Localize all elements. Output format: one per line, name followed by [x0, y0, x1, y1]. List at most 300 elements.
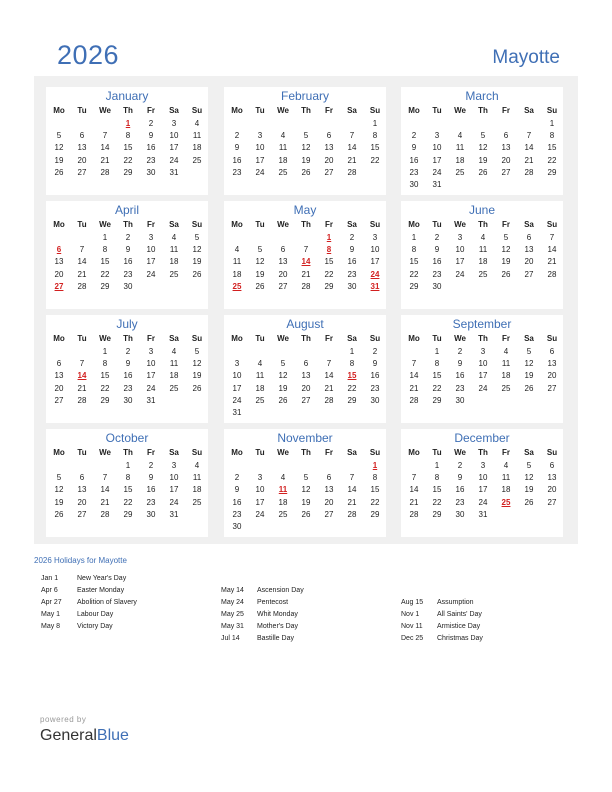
- calendar-day: 10: [432, 143, 442, 153]
- calendar-day: 19: [54, 497, 64, 507]
- calendar-day: 2: [148, 119, 154, 128]
- calendar-day: 3: [257, 473, 263, 483]
- calendar-day: 31: [169, 167, 179, 177]
- calendar-day: 11: [478, 245, 488, 255]
- calendar-day: 23: [123, 383, 133, 393]
- calendar-day: 16: [432, 257, 442, 267]
- calendar-day: 23: [432, 269, 442, 279]
- holiday-name: Mother's Day: [257, 623, 299, 630]
- calendar-day: 31: [432, 180, 442, 189]
- calendar-day: 23: [347, 269, 357, 279]
- calendar-day: 27: [301, 395, 311, 405]
- calendar-day: 26: [301, 509, 311, 519]
- calendar-day: 15: [547, 143, 557, 153]
- holiday-date: Dec 25: [401, 635, 424, 642]
- holiday-date: Apr 6: [41, 587, 58, 594]
- weekday-header: Su: [369, 448, 381, 457]
- calendar-day: 12: [255, 257, 265, 267]
- calendar-day: 7: [526, 131, 532, 141]
- calendar-day: 18: [255, 383, 265, 393]
- calendar-day: 19: [192, 371, 202, 381]
- brand-logo[interactable]: [40, 727, 129, 745]
- calendar-day: 26: [524, 497, 534, 507]
- calendar-day: 25: [192, 155, 202, 165]
- calendar-day: 7: [79, 245, 85, 255]
- weekday-header: Mo: [231, 334, 243, 343]
- calendar-day: 24: [455, 269, 465, 279]
- calendar-day: 8: [411, 245, 417, 255]
- calendar-day: 9: [125, 359, 131, 369]
- calendar-day: 13: [324, 485, 334, 495]
- calendar-day: 2: [125, 347, 131, 356]
- calendar-day: 29: [100, 281, 110, 291]
- calendar-day: 20: [547, 371, 557, 381]
- calendar-day: 6: [326, 131, 332, 141]
- calendar-day: 13: [547, 473, 557, 483]
- calendar-day: 4: [257, 359, 263, 369]
- weekday-header: Su: [369, 220, 381, 229]
- calendar-day: 10: [169, 473, 179, 483]
- calendar-day: 14: [547, 245, 557, 255]
- calendar-day: 26: [301, 167, 311, 177]
- calendar-day: 18: [232, 269, 242, 279]
- weekday-header: Fr: [147, 106, 155, 115]
- holiday-day: 1: [125, 119, 131, 128]
- calendar-day: 3: [171, 119, 177, 128]
- weekday-header: We: [454, 106, 466, 115]
- weekday-header: Tu: [432, 334, 442, 343]
- calendar-day: 16: [146, 485, 156, 495]
- calendar-day: 27: [54, 395, 64, 405]
- calendar-day: 16: [123, 257, 133, 267]
- weekday-header: Th: [123, 106, 133, 115]
- weekday-header: Sa: [169, 106, 179, 115]
- calendar-day: 31: [478, 509, 488, 519]
- calendar-day: 27: [77, 167, 87, 177]
- weekday-header: Th: [478, 106, 488, 115]
- calendar-day: 30: [455, 395, 465, 405]
- calendar-day: 31: [169, 509, 179, 519]
- calendar-day: 2: [457, 461, 463, 470]
- holiday-name: Christmas Day: [437, 635, 483, 642]
- calendar-day: 18: [169, 371, 179, 381]
- calendar-day: 15: [123, 485, 133, 495]
- calendar-day: 21: [409, 497, 419, 507]
- calendar-day: 9: [148, 131, 154, 141]
- holiday-date: Nov 11: [401, 623, 423, 630]
- weekday-header: Th: [123, 220, 133, 229]
- weekday-header: Tu: [432, 106, 442, 115]
- calendar-day: 9: [434, 245, 440, 255]
- calendar-day: 1: [549, 119, 555, 128]
- calendar-day: 20: [77, 497, 87, 507]
- calendar-day: 30: [455, 509, 465, 519]
- weekday-header: We: [454, 220, 466, 229]
- month-october: [46, 429, 208, 537]
- calendar-day: 22: [432, 383, 442, 393]
- calendar-day: 27: [324, 167, 334, 177]
- holiday-name: Assumption: [437, 599, 474, 606]
- weekday-header: Mo: [231, 448, 243, 457]
- calendar-day: 18: [169, 257, 179, 267]
- weekday-header: Th: [478, 334, 488, 343]
- calendar-day: 26: [54, 509, 64, 519]
- holiday-day: 15: [347, 371, 357, 381]
- calendar-day: 22: [100, 383, 110, 393]
- weekday-header: Th: [301, 448, 311, 457]
- calendar-day: 5: [303, 473, 309, 483]
- calendar-day: 13: [54, 257, 64, 267]
- calendar-day: 22: [547, 155, 557, 165]
- calendar-day: 28: [547, 269, 557, 279]
- calendar-day: 15: [370, 143, 380, 153]
- calendar-day: 22: [409, 269, 419, 279]
- calendar-day: 5: [56, 131, 62, 141]
- holiday-day: 31: [370, 281, 380, 291]
- calendar-day: 1: [434, 347, 440, 356]
- calendar-day: 28: [100, 509, 110, 519]
- weekday-header: We: [277, 220, 289, 229]
- calendar-day: 9: [125, 245, 131, 255]
- calendar-day: 13: [301, 371, 311, 381]
- calendar-day: 4: [457, 131, 463, 141]
- calendar-day: 22: [324, 269, 334, 279]
- holiday-date: May 14: [221, 587, 244, 594]
- country-name: Mayotte: [492, 47, 560, 68]
- calendar-day: 2: [372, 347, 378, 356]
- weekday-header: We: [99, 106, 111, 115]
- calendar-day: 3: [372, 233, 378, 242]
- holiday-day: 14: [77, 371, 87, 381]
- calendar-day: 22: [370, 155, 380, 165]
- weekday-header: Su: [546, 334, 558, 343]
- calendar-day: 30: [347, 281, 357, 291]
- holiday-day: 1: [326, 233, 332, 242]
- calendar-day: 30: [123, 395, 133, 405]
- calendar-day: 17: [169, 143, 179, 153]
- calendar-day: 30: [146, 509, 156, 519]
- holiday-name: Bastille Day: [257, 635, 294, 642]
- weekday-header: We: [99, 334, 111, 343]
- weekday-header: We: [454, 448, 466, 457]
- calendar-day: 3: [480, 461, 486, 470]
- calendar-day: 21: [409, 383, 419, 393]
- calendar-day: 6: [79, 131, 85, 141]
- calendar-day: 11: [232, 257, 242, 267]
- weekday-header: Fr: [325, 334, 333, 343]
- calendar-day: 5: [56, 473, 62, 483]
- weekday-header: Su: [369, 106, 381, 115]
- calendar-day: 9: [411, 143, 417, 153]
- month-august: [224, 315, 386, 423]
- weekday-header: Mo: [231, 106, 243, 115]
- calendar-day: 12: [192, 359, 202, 369]
- calendar-day: 30: [370, 395, 380, 405]
- holiday-name: Easter Monday: [77, 587, 125, 594]
- calendar-day: 16: [347, 257, 357, 267]
- calendar-day: 8: [434, 359, 440, 369]
- calendar-day: 4: [280, 473, 286, 483]
- calendar-day: 28: [409, 395, 419, 405]
- weekday-header: We: [454, 334, 466, 343]
- calendar-day: 2: [457, 347, 463, 356]
- calendar-day: 13: [54, 371, 64, 381]
- weekday-header: Th: [123, 448, 133, 457]
- calendar-day: 20: [324, 155, 334, 165]
- calendar-day: 15: [409, 257, 419, 267]
- calendar-day: 17: [455, 257, 465, 267]
- holiday-name: New Year's Day: [77, 575, 127, 582]
- month-march: [401, 87, 563, 195]
- calendar-day: 17: [232, 383, 242, 393]
- calendar-day: 26: [54, 167, 64, 177]
- calendar-day: 16: [409, 155, 419, 165]
- calendar-day: 6: [526, 233, 532, 242]
- calendar-day: 23: [409, 167, 419, 177]
- calendar-day: 10: [370, 245, 380, 255]
- calendar-day: 12: [192, 245, 202, 255]
- calendar-day: 8: [372, 473, 378, 483]
- page-title-year: 2026: [57, 40, 120, 70]
- weekday-header: Th: [301, 220, 311, 229]
- weekday-header: Su: [369, 334, 381, 343]
- calendar-day: 19: [301, 497, 311, 507]
- calendar-day: 18: [455, 155, 465, 165]
- calendar-day: 17: [255, 497, 265, 507]
- weekday-header: Mo: [408, 106, 420, 115]
- calendar-day: 21: [100, 497, 110, 507]
- calendar-day: 8: [102, 359, 108, 369]
- holiday-day: 25: [232, 281, 242, 291]
- calendar-day: 5: [303, 131, 309, 141]
- calendar-day: 29: [123, 509, 133, 519]
- weekday-header: We: [277, 448, 289, 457]
- calendar-day: 8: [434, 473, 440, 483]
- calendar-day: 29: [347, 395, 357, 405]
- weekday-header: Su: [546, 448, 558, 457]
- weekday-header: Tu: [255, 448, 265, 457]
- weekday-header: Th: [123, 334, 133, 343]
- calendar-day: 28: [77, 281, 87, 291]
- weekday-header: Sa: [524, 220, 534, 229]
- weekday-header: Su: [546, 220, 558, 229]
- calendar-day: 22: [370, 497, 380, 507]
- calendar-day: 14: [347, 143, 357, 153]
- weekday-header: Th: [478, 448, 488, 457]
- calendar-day: 28: [347, 167, 357, 177]
- calendar-day: 25: [478, 269, 488, 279]
- calendar-day: 14: [100, 485, 110, 495]
- holiday-name: Abolition of Slavery: [77, 599, 137, 606]
- calendar-day: 3: [148, 347, 154, 356]
- calendar-day: 24: [432, 167, 442, 177]
- calendar-day: 12: [278, 371, 288, 381]
- calendar-day: 20: [77, 155, 87, 165]
- calendar-day: 17: [370, 257, 380, 267]
- calendar-day: 19: [278, 383, 288, 393]
- calendar-day: 6: [56, 359, 62, 369]
- calendar-day: 29: [100, 395, 110, 405]
- calendar-day: 7: [411, 473, 417, 483]
- calendar-day: 4: [280, 131, 286, 141]
- calendar-day: 26: [255, 281, 265, 291]
- month-january: [46, 87, 208, 195]
- calendar-day: 3: [480, 347, 486, 356]
- calendar-day: 11: [169, 245, 179, 255]
- calendar-day: 12: [54, 485, 64, 495]
- weekday-header: Fr: [325, 220, 333, 229]
- calendar-day: 28: [409, 509, 419, 519]
- weekday-header: Mo: [53, 106, 65, 115]
- calendar-day: 5: [526, 461, 532, 470]
- calendar-day: 30: [232, 522, 242, 531]
- calendar-day: 12: [524, 359, 534, 369]
- calendar-day: 21: [524, 155, 534, 165]
- calendar-day: 7: [349, 131, 355, 141]
- calendar-day: 29: [370, 509, 380, 519]
- calendar-day: 20: [547, 485, 557, 495]
- calendar-day: 12: [524, 473, 534, 483]
- calendar-day: 10: [146, 245, 156, 255]
- calendar-day: 5: [503, 233, 509, 242]
- weekday-header: We: [277, 106, 289, 115]
- calendar-day: 9: [372, 359, 378, 369]
- calendar-day: 29: [432, 395, 442, 405]
- calendar-day: 2: [125, 233, 131, 242]
- calendar-day: 24: [169, 497, 179, 507]
- calendar-day: 5: [257, 245, 263, 255]
- calendar-day: 11: [278, 143, 288, 153]
- weekday-header: Su: [191, 106, 203, 115]
- calendar-day: 25: [255, 395, 265, 405]
- calendar-day: 23: [232, 509, 242, 519]
- month-june: [401, 201, 563, 309]
- calendar-day: 30: [409, 180, 419, 189]
- holiday-date: Jul 14: [221, 635, 240, 642]
- calendar-day: 5: [194, 347, 200, 356]
- calendar-day: 27: [501, 167, 511, 177]
- holiday-date: May 24: [221, 599, 244, 606]
- weekday-header: Tu: [77, 106, 87, 115]
- calendar-day: 18: [192, 143, 202, 153]
- holiday-name: Whit Monday: [257, 611, 298, 618]
- calendar-day: 27: [524, 269, 534, 279]
- weekday-header: Tu: [77, 334, 87, 343]
- calendar-day: 2: [349, 233, 355, 242]
- weekday-header: Th: [301, 334, 311, 343]
- holiday-name: Labour Day: [77, 611, 114, 618]
- calendar-day: 19: [301, 155, 311, 165]
- weekday-header: Tu: [255, 106, 265, 115]
- calendar-day: 1: [102, 347, 108, 356]
- weekday-header: Tu: [255, 220, 265, 229]
- calendar-day: 15: [324, 257, 334, 267]
- weekday-header: Su: [546, 106, 558, 115]
- weekday-header: We: [99, 448, 111, 457]
- weekday-header: Fr: [502, 448, 510, 457]
- calendar-day: 17: [432, 155, 442, 165]
- calendar-day: 18: [278, 155, 288, 165]
- month-name: February: [280, 89, 330, 103]
- calendar-day: 24: [232, 395, 242, 405]
- calendar-day: 27: [547, 497, 557, 507]
- weekday-header: We: [99, 220, 111, 229]
- calendar-day: 6: [303, 359, 309, 369]
- calendar-day: 6: [549, 461, 555, 470]
- calendar-day: 11: [501, 473, 511, 483]
- holiday-name: Victory Day: [77, 623, 113, 630]
- weekday-header: Su: [191, 334, 203, 343]
- calendar-day: 26: [192, 383, 202, 393]
- calendar-day: 18: [501, 485, 511, 495]
- calendar-day: 13: [77, 143, 87, 153]
- brand-general: General: [40, 727, 97, 744]
- calendar-day: 21: [347, 497, 357, 507]
- calendar-day: 4: [194, 119, 200, 128]
- calendar-day: 24: [146, 269, 156, 279]
- weekday-header: Sa: [347, 106, 357, 115]
- calendar-day: 15: [432, 371, 442, 381]
- calendar-day: 11: [192, 131, 202, 141]
- calendar-day: 23: [232, 167, 242, 177]
- calendar-day: 17: [478, 485, 488, 495]
- calendar-day: 25: [501, 383, 511, 393]
- holiday-day: 6: [56, 245, 62, 255]
- calendar-day: 16: [232, 155, 242, 165]
- calendar-day: 17: [146, 371, 156, 381]
- calendar-day: 27: [547, 383, 557, 393]
- calendar-day: 6: [326, 473, 332, 483]
- calendar-day: 5: [526, 347, 532, 356]
- calendar-day: 12: [54, 143, 64, 153]
- brand-blue: Blue: [96, 727, 129, 744]
- calendar-day: 18: [501, 371, 511, 381]
- calendar-day: 8: [125, 131, 131, 141]
- month-november: [224, 429, 386, 537]
- calendar-day: 8: [125, 473, 131, 483]
- weekday-header: Tu: [255, 334, 265, 343]
- calendar-day: 13: [524, 245, 534, 255]
- calendar-day: 28: [524, 167, 534, 177]
- calendar-day: 30: [146, 167, 156, 177]
- calendar-day: 4: [234, 245, 240, 255]
- calendar-day: 10: [232, 371, 242, 381]
- calendar-day: 14: [100, 143, 110, 153]
- calendar-day: 19: [501, 257, 511, 267]
- weekday-header: Tu: [77, 220, 87, 229]
- calendar-day: 10: [146, 359, 156, 369]
- calendar-day: 1: [125, 461, 131, 470]
- weekday-header: Fr: [325, 448, 333, 457]
- calendar-day: 12: [501, 245, 511, 255]
- calendar-day: 24: [255, 167, 265, 177]
- calendar-day: 22: [100, 269, 110, 279]
- calendar-day: 25: [278, 167, 288, 177]
- calendar-day: 3: [234, 359, 240, 369]
- calendar-day: 20: [54, 383, 64, 393]
- calendar-day: 5: [280, 359, 286, 369]
- weekday-header: Sa: [169, 220, 179, 229]
- calendar-day: 17: [255, 155, 265, 165]
- month-name: March: [465, 89, 499, 103]
- calendar-day: 15: [100, 257, 110, 267]
- calendar-day: 10: [478, 473, 488, 483]
- month-february: [224, 87, 386, 195]
- weekday-header: Su: [191, 448, 203, 457]
- calendar-day: 23: [455, 497, 465, 507]
- holiday-date: Jan 1: [41, 575, 59, 582]
- calendar-day: 10: [255, 143, 265, 153]
